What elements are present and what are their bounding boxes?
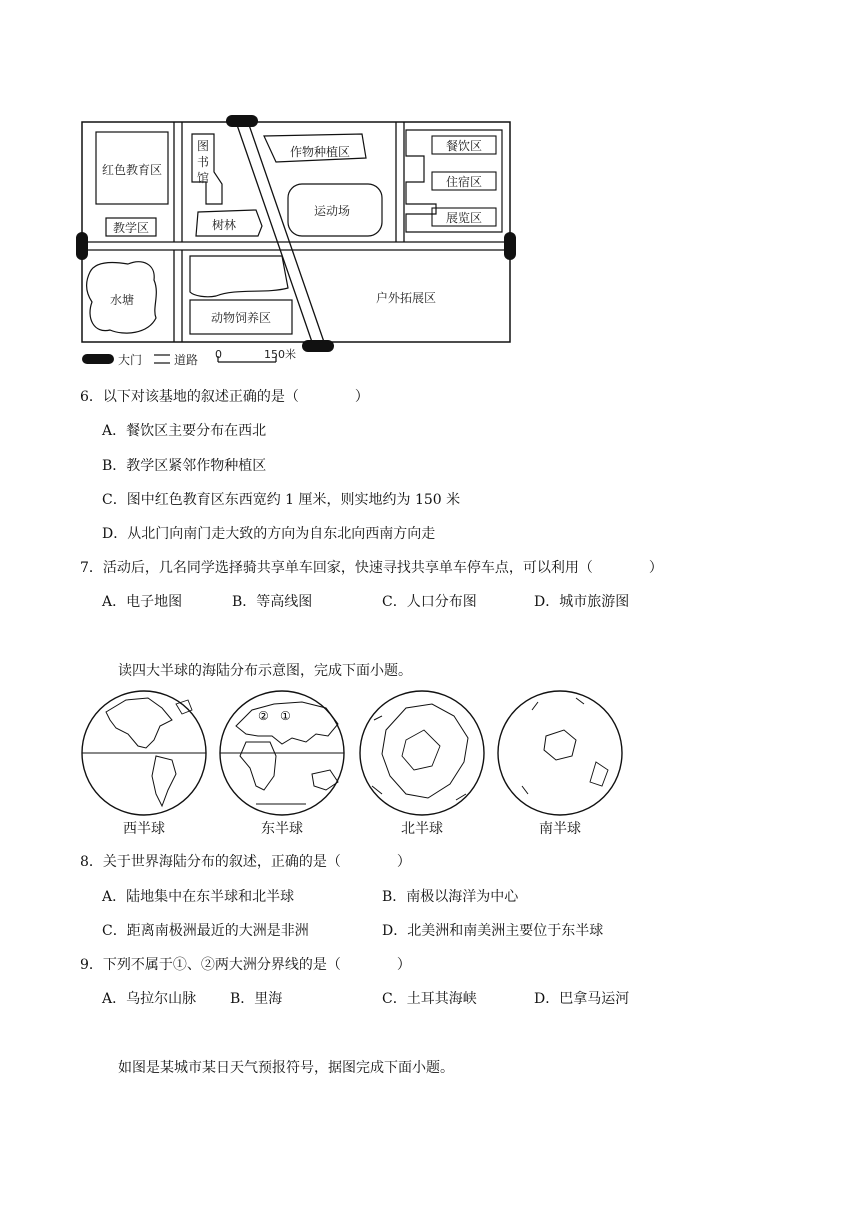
question-7-option-d[interactable]: D．城市旅游图: [534, 594, 630, 610]
question-9-option-d[interactable]: D．巴拿马运河: [534, 991, 630, 1007]
globe-south: [498, 691, 622, 815]
question-6-stem: 6．以下对该基地的叙述正确的是（ ）: [80, 389, 369, 405]
question-9-option-b[interactable]: B．里海: [230, 991, 283, 1007]
label-library-3: 馆: [196, 171, 210, 185]
legend-gate-symbol: [82, 354, 114, 364]
globe-north: [360, 691, 484, 815]
gate-south: [302, 340, 334, 352]
label-red-education: 红色教育区: [101, 163, 163, 177]
scale-value: 150米: [264, 348, 296, 361]
gate-east: [504, 232, 516, 260]
globe-west-label: 西半球: [123, 821, 165, 837]
globe-east-label: 东半球: [261, 821, 303, 837]
globe-west: [82, 691, 206, 815]
globe-east-marker-1: ①: [280, 709, 291, 723]
question-8-option-d[interactable]: D．北美洲和南美洲主要位于东半球: [382, 923, 604, 939]
gate-west: [76, 232, 88, 260]
hemisphere-lead-text: 读四大半球的海陆分布示意图，完成下面小题。: [118, 663, 412, 679]
question-7-option-a[interactable]: A．电子地图: [102, 594, 183, 610]
question-9-option-c[interactable]: C．土耳其海峡: [382, 991, 477, 1007]
label-sports: 运动场: [313, 204, 351, 218]
question-6-option-d[interactable]: D．从北门向南门走大致的方向为自东北向西南方向走: [102, 526, 436, 542]
label-outdoor: 户外拓展区: [375, 291, 437, 305]
question-8-option-c[interactable]: C．距离南极洲最近的大洲是非洲: [102, 923, 309, 939]
question-7-option-b[interactable]: B．等高线图: [232, 594, 313, 610]
label-library-1: 图: [196, 139, 210, 153]
label-forest: 树林: [211, 218, 237, 232]
question-7-stem: 7．活动后，几名同学选择骑共享单车回家，快速寻找共享单车停车点，可以利用（ ）: [80, 560, 663, 576]
legend-road-label: 道路: [174, 353, 199, 367]
question-8-stem: 8．关于世界海陆分布的叙述，正确的是（ ）: [80, 854, 411, 870]
globe-east-marker-2: ②: [258, 709, 269, 723]
label-exhibit: 展览区: [445, 211, 483, 225]
globe-east: [220, 691, 344, 815]
hemisphere-figure: [76, 690, 626, 820]
base-map: [76, 112, 524, 374]
label-animal: 动物饲养区: [210, 311, 272, 325]
question-6-option-c[interactable]: C．图中红色教育区东西宽约 1 厘米，则实地约为 150 米: [102, 492, 461, 508]
question-7-option-c[interactable]: C．人口分布图: [382, 594, 477, 610]
label-dining: 餐饮区: [445, 139, 483, 153]
question-8-option-b[interactable]: B．南极以海洋为中心: [382, 889, 519, 905]
question-6-option-a[interactable]: A．餐饮区主要分布在西北: [102, 423, 267, 439]
legend-gate-label: 大门: [118, 353, 143, 367]
label-pond: 水塘: [109, 293, 135, 307]
globe-north-label: 北半球: [401, 821, 443, 837]
label-crop: 作物种植区: [289, 145, 351, 159]
weather-lead-text: 如图是某城市某日天气预报符号，据图完成下面小题。: [118, 1060, 454, 1076]
label-library-2: 书: [196, 155, 210, 169]
globe-south-label: 南半球: [539, 821, 581, 837]
question-9-option-a[interactable]: A．乌拉尔山脉: [102, 991, 197, 1007]
scale-zero: 0: [215, 348, 222, 361]
gate-north: [226, 115, 258, 127]
question-6-option-b[interactable]: B．教学区紧邻作物种植区: [102, 458, 267, 474]
label-dorm: 住宿区: [445, 175, 483, 189]
label-teaching: 教学区: [112, 221, 150, 235]
question-8-option-a[interactable]: A．陆地集中在东半球和北半球: [102, 889, 295, 905]
question-9-stem: 9．下列不属于①、②两大洲分界线的是（ ）: [80, 957, 411, 973]
